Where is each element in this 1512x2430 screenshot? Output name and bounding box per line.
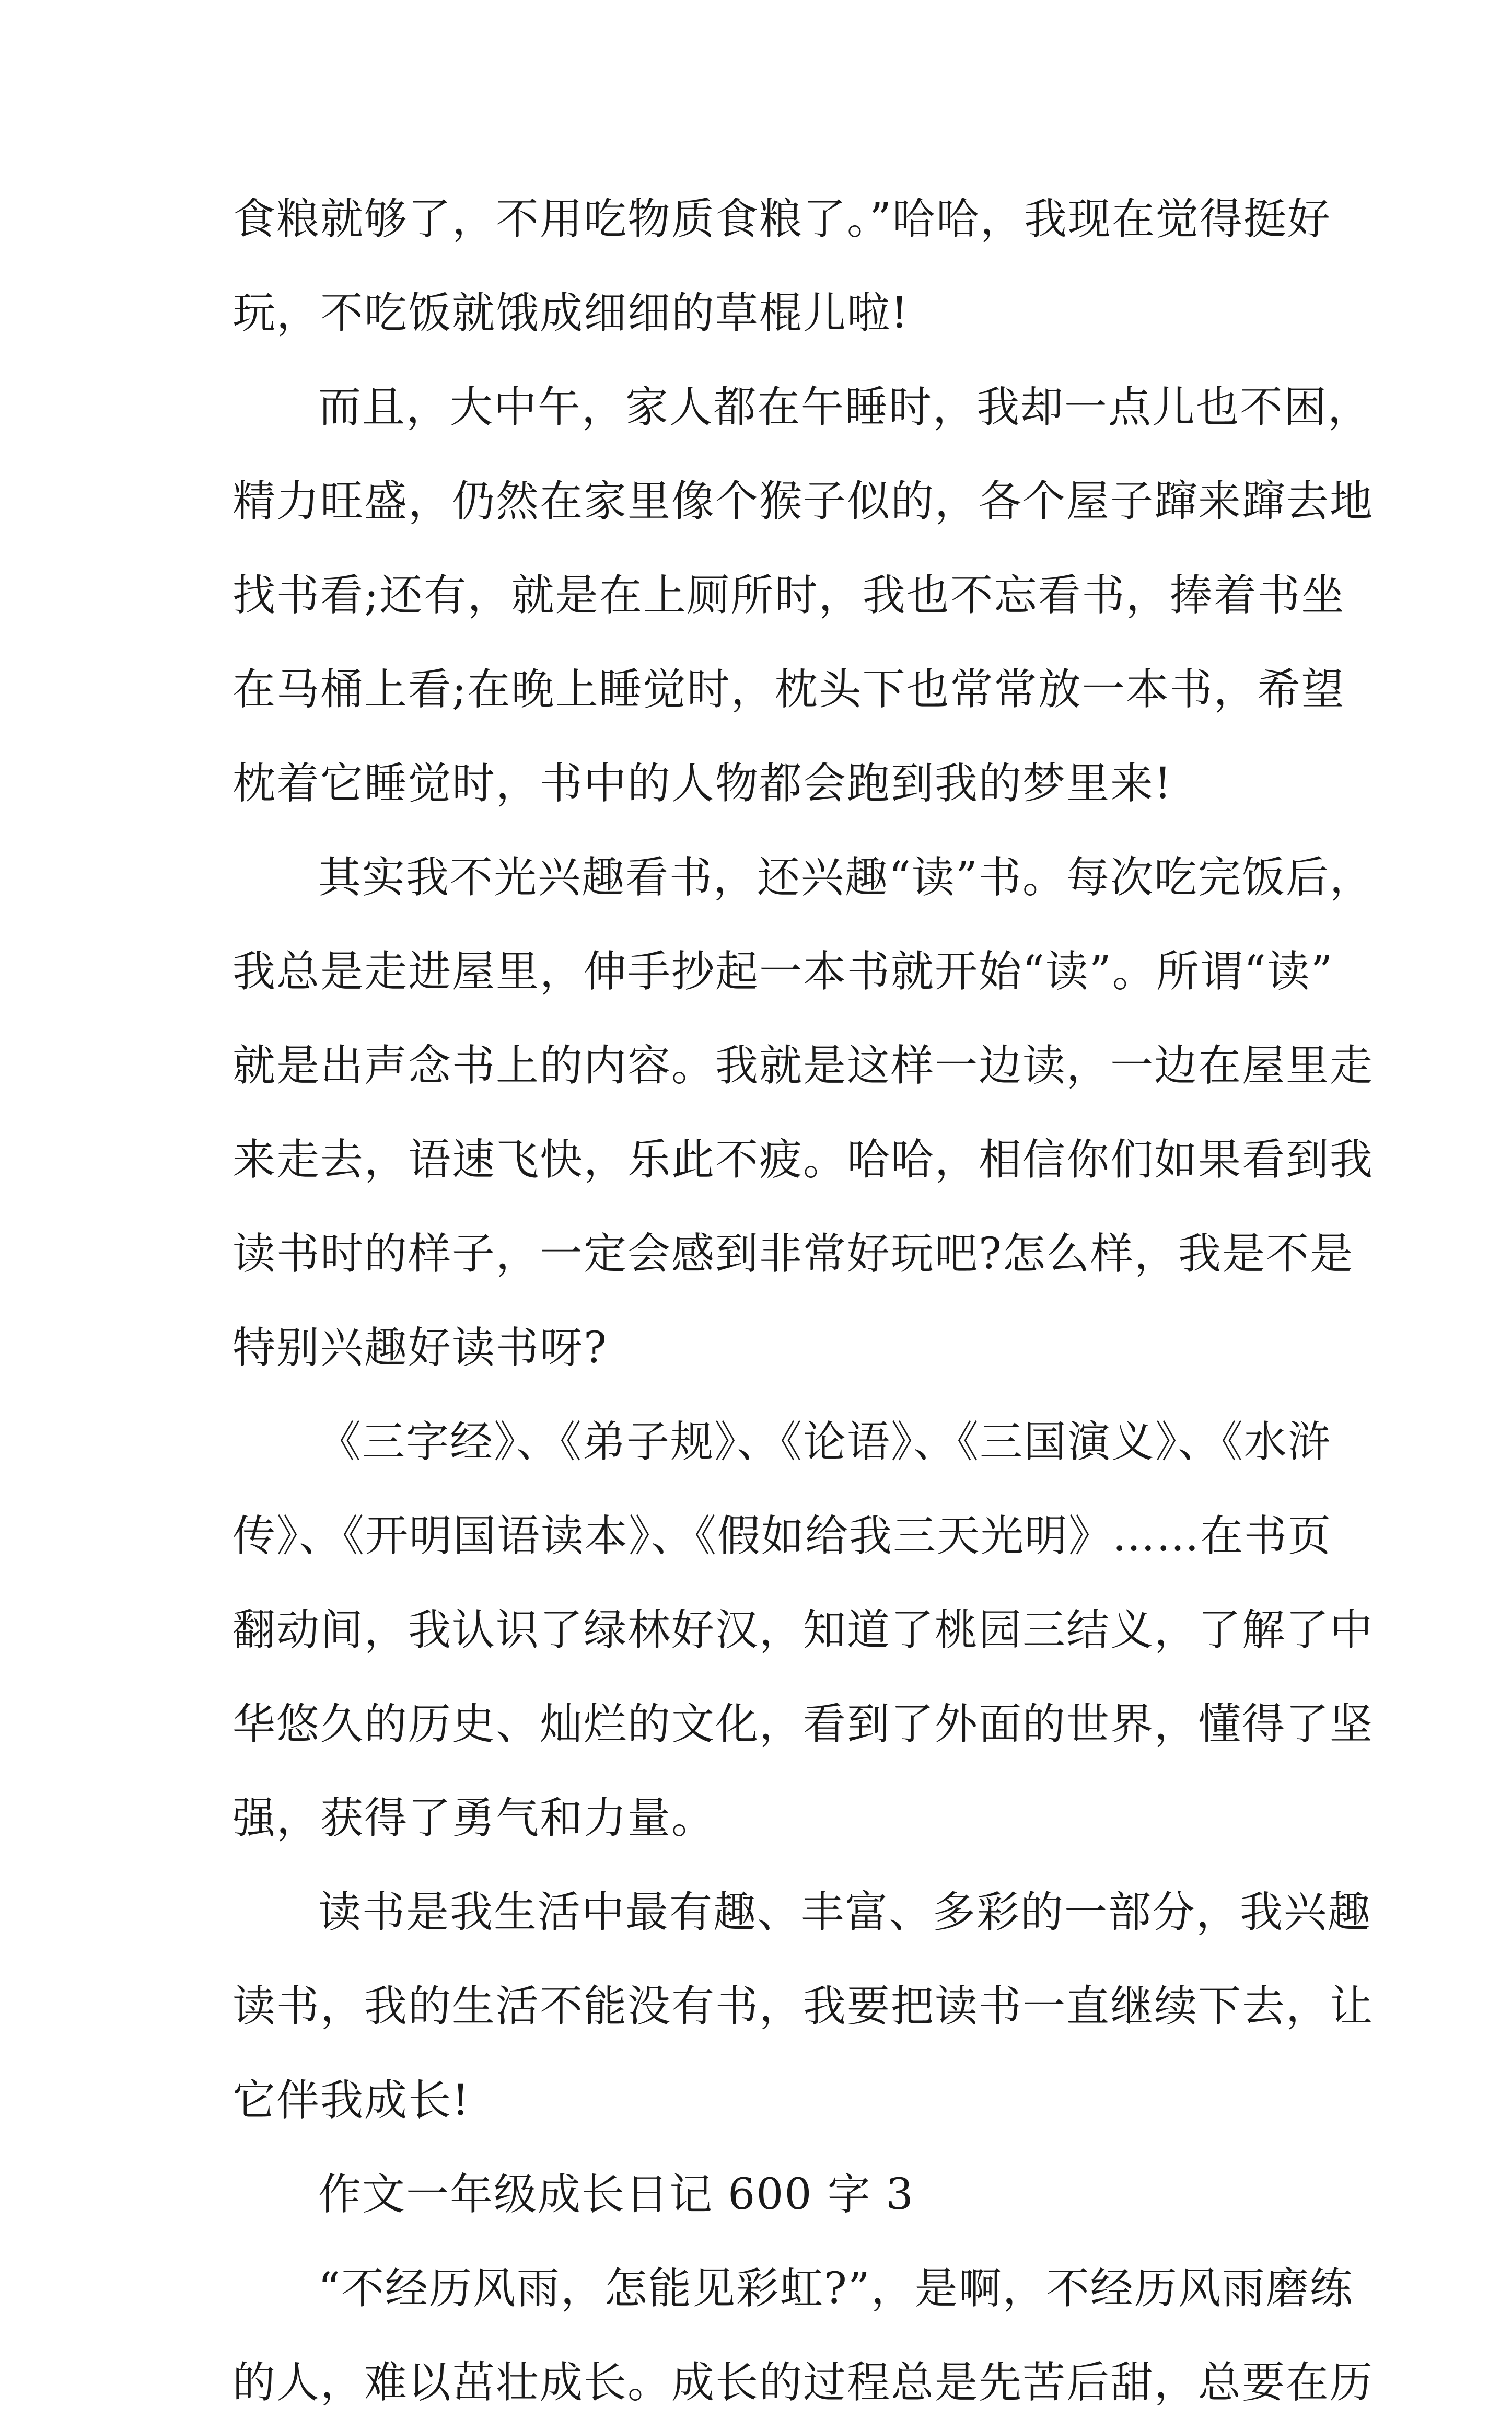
text-line: 特别兴趣好读书呀? xyxy=(232,1323,608,1373)
section-heading: 作文一年级成长日记 600 字 3 xyxy=(318,2170,914,2219)
text-line: 的人，难以茁壮成长。成长的过程总是先苦后甜，总要在历 xyxy=(232,2358,1374,2408)
text-line: 在马桶上看;在晚上睡觉时，枕头下也常常放一本书，希望 xyxy=(232,665,1345,714)
text-line: 《三字经》、《弟子规》、《论语》、《三国演义》、《水浒 xyxy=(318,1417,1332,1467)
text-line: 华悠久的历史、灿烂的文化，看到了外面的世界，懂得了坚 xyxy=(232,1699,1374,1749)
text-line: 精力旺盛，仍然在家里像个猴子似的，各个屋子蹿来蹿去地 xyxy=(232,477,1374,526)
text-line: 就是出声念书上的内容。我就是这样一边读，一边在屋里走 xyxy=(232,1041,1374,1091)
text-line: 翻动间，我认识了绿林好汉，知道了桃园三结义，了解了中 xyxy=(232,1605,1374,1655)
text-line: 我总是走进屋里，伸手抄起一本书就开始“读”。所谓“读” xyxy=(232,947,1334,997)
text-line: 来走去，语速飞快，乐此不疲。哈哈，相信你们如果看到我 xyxy=(232,1135,1374,1185)
text-line: “不经历风雨，怎能见彩虹?”，是啊，不经历风雨磨练 xyxy=(318,2264,1354,2313)
text-line: 强，获得了勇气和力量。 xyxy=(232,1793,716,1843)
text-line: 枕着它睡觉时，书中的人物都会跑到我的梦里来! xyxy=(232,759,1172,808)
text-line: 而且，大中午，家人都在午睡时，我却一点儿也不困， xyxy=(318,383,1372,432)
text-line: 玩，不吃饭就饿成细细的草棍儿啦! xyxy=(232,288,909,338)
text-line: 读书，我的生活不能没有书，我要把读书一直继续下去，让 xyxy=(232,1982,1374,2031)
text-line: 找书看;还有，就是在上厕所时，我也不忘看书，捧着书坐 xyxy=(232,571,1345,620)
text-line: 传》、《开明国语读本》、《假如给我三天光明》……在书页 xyxy=(232,1511,1332,1561)
text-line: 它伴我成长! xyxy=(232,2076,470,2125)
text-line: 其实我不光兴趣看书，还兴趣“读”书。每次吃完饭后， xyxy=(318,853,1374,902)
text-line: 读书时的样子，一定会感到非常好玩吧?怎么样，我是不是 xyxy=(232,1229,1354,1279)
text-line: 读书是我生活中最有趣、丰富、多彩的一部分，我兴趣 xyxy=(318,1888,1372,1937)
document-body xyxy=(232,172,1374,2430)
text-line: 食粮就够了，不用吃物质食粮了。”哈哈，我现在觉得挺好 xyxy=(232,194,1331,244)
